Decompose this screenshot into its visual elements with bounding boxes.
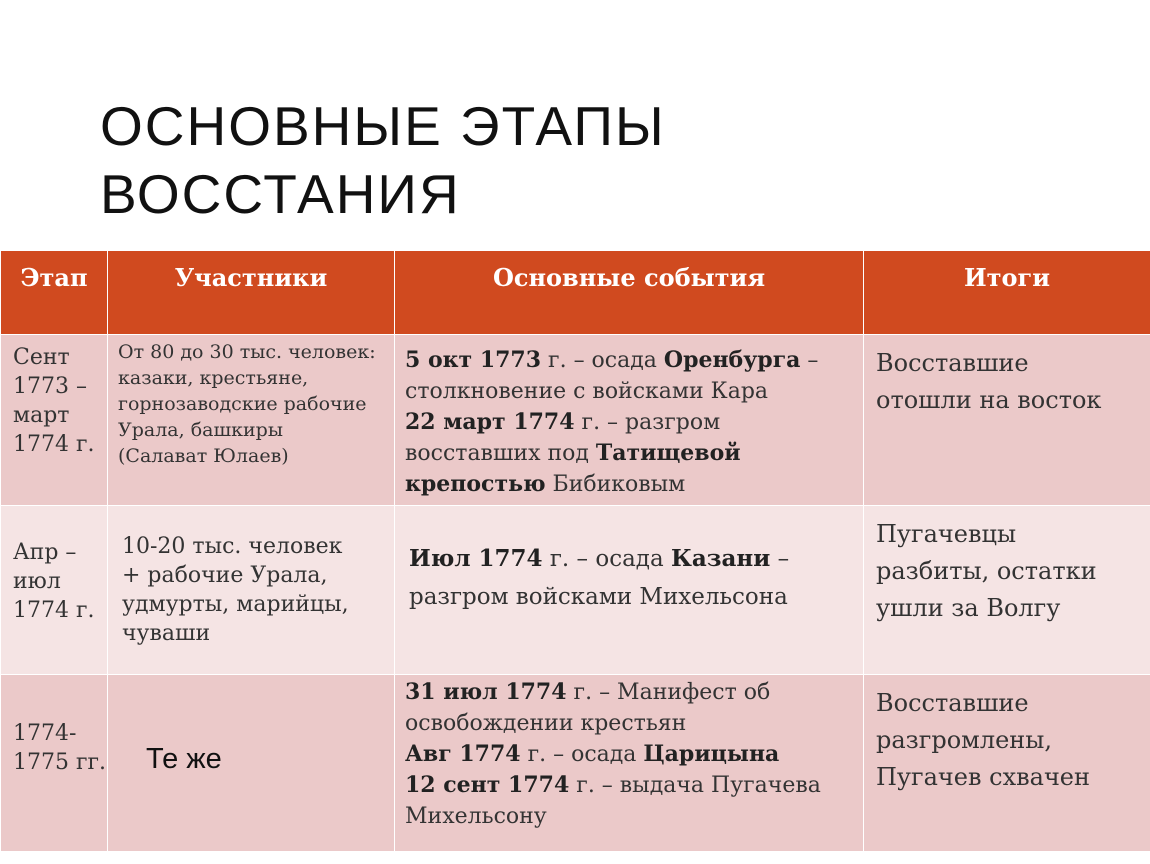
results-line: Пугачевцы [876, 520, 1017, 548]
participants-line: От 80 до 30 тыс. человек: [118, 341, 376, 363]
header-events: Основные события [395, 251, 864, 335]
event-line: восставших под Татищевой [405, 440, 741, 466]
header-results: Итоги [864, 251, 1150, 335]
participants-line: казаки, крестьяне, [118, 367, 309, 389]
event-line: 22 март 1774 г. – разгром [405, 409, 721, 435]
event-line: разгром войсками Михельсона [409, 584, 788, 610]
header-stage: Этап [1, 251, 108, 335]
stage-line: Апр – [13, 540, 77, 565]
participants-cell [108, 506, 395, 675]
header-participants: Участники [108, 251, 395, 335]
results-cell [864, 675, 1150, 852]
event-line: крепостью Бибиковым [405, 471, 686, 497]
stage-line: 1773 – [13, 374, 87, 399]
events-cell [395, 675, 864, 852]
results-line: отошли на восток [876, 386, 1102, 414]
event-line: освобождении крестьян [405, 711, 687, 736]
events-cell [395, 335, 864, 506]
participants-line: Урала, башкиры [118, 419, 283, 441]
stages-table [0, 250, 1150, 852]
event-line: Михельсону [405, 804, 547, 829]
stage-line: июл [13, 569, 61, 594]
stage-cell [1, 506, 108, 675]
results-line: Пугачев схвачен [876, 763, 1091, 791]
page-title [100, 92, 666, 228]
stage-line: 1774 г. [13, 598, 95, 623]
event-line: 5 окт 1773 г. – осада Оренбурга – [405, 347, 819, 373]
table-row [1, 675, 1150, 852]
title-line-1: ОСНОВНЫЕ ЭТАПЫ [100, 95, 666, 157]
results-cell [864, 506, 1150, 675]
table-row [1, 335, 1150, 506]
event-line: Авг 1774 г. – осада Царицына [405, 741, 780, 767]
stage-line: март [13, 403, 70, 428]
results-line: Восставшие [876, 349, 1029, 377]
results-line: Восставшие [876, 689, 1029, 717]
results-cell [864, 335, 1150, 506]
results-line: разбиты, остатки [876, 557, 1097, 585]
event-line: Июл 1774 г. – осада Казани – [409, 545, 790, 572]
participants-line: Те же [146, 743, 222, 775]
results-line: ушли за Волгу [876, 594, 1061, 622]
participants-line: горнозаводские рабочие [118, 393, 367, 415]
participants-line: + рабочие Урала, [122, 563, 328, 588]
stage-line: Сент [13, 345, 70, 370]
participants-line: чуваши [122, 621, 211, 646]
table-row [1, 506, 1150, 675]
participants-cell [108, 675, 395, 852]
stage-line: 1774- [13, 721, 77, 746]
header-row [1, 251, 1150, 335]
events-cell [395, 506, 864, 675]
event-line: 31 июл 1774 г. – Манифест об [405, 679, 771, 705]
participants-line: удмурты, марийцы, [122, 592, 349, 617]
participants-line: 10-20 тыс. человек [122, 534, 343, 559]
event-line: столкновение с войсками Кара [405, 379, 769, 404]
stage-line: 1775 гг. [13, 750, 107, 775]
event-line: 12 сент 1774 г. – выдача Пугачева [405, 772, 821, 798]
participants-line: (Салават Юлаев) [118, 445, 289, 467]
stage-cell [1, 335, 108, 506]
stage-line: 1774 г. [13, 432, 95, 457]
participants-cell [108, 335, 395, 506]
stage-cell [1, 675, 108, 852]
title-line-2: ВОССТАНИЯ [100, 163, 461, 225]
results-line: разгромлены, [876, 726, 1052, 754]
